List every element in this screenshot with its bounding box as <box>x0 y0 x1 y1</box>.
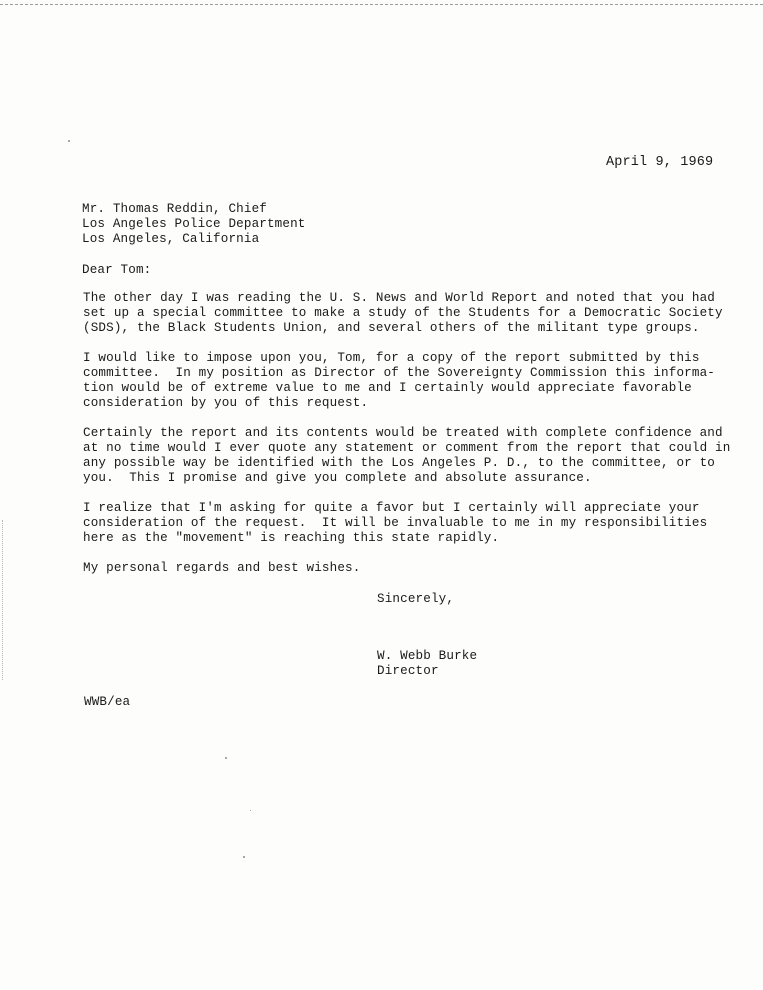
paragraph-line: tion would be of extreme value to me and I certainly would appreciate favorable <box>83 381 692 395</box>
signer-name: W. Webb Burke <box>377 649 478 663</box>
scan-speck <box>68 140 70 142</box>
paragraph-line: set up a special committee to make a study of the Students for a Democratic Society <box>83 306 723 320</box>
paragraph-line: Certainly the report and its contents would be treated with complete confidence and <box>83 426 723 440</box>
paragraph-line: consideration of the request. It will be invaluable to me in my responsibilities <box>83 516 708 530</box>
scan-speck <box>250 810 251 811</box>
reference-initials: WWB/ea <box>84 695 131 709</box>
closing: Sincerely, <box>377 592 455 606</box>
recipient-location-line: Los Angeles, California <box>82 232 260 246</box>
recipient-name-line: Mr. Thomas Reddin, Chief <box>82 202 267 216</box>
paragraph-line: consideration by you of this request. <box>83 396 369 410</box>
paragraph-line: (SDS), the Black Students Union, and several others of the militant type groups. <box>83 321 700 335</box>
recipient-organization-line: Los Angeles Police Department <box>82 217 306 231</box>
scan-speck <box>243 856 245 858</box>
salutation: Dear Tom: <box>82 263 152 277</box>
paragraph-line: any possible way be identified with the Los Angeles P. D., to the committee, or to <box>83 456 716 470</box>
scan-top-edge <box>0 4 763 5</box>
scan-left-edge <box>2 520 3 680</box>
paragraph-line: committee. In my position as Director of the Sovereignty Commission this informa- <box>83 366 716 380</box>
letter-date: April 9, 1969 <box>606 155 714 170</box>
paragraph-line: My personal regards and best wishes. <box>83 561 361 575</box>
signer-title: Director <box>377 664 439 678</box>
paragraph-line: The other day I was reading the U. S. News and World Report and noted that you had <box>83 291 716 305</box>
scan-speck <box>225 757 227 759</box>
paragraph-line: I would like to impose upon you, Tom, for a copy of the report submitted by this <box>83 351 700 365</box>
paragraph-line: at no time would I ever quote any statement or comment from the report that could in <box>83 441 731 455</box>
paragraph-line: I realize that I'm asking for quite a favor but I certainly will appreciate your <box>83 501 700 515</box>
paragraph-line: here as the "movement" is reaching this state rapidly. <box>83 531 500 545</box>
paragraph-line: you. This I promise and give you complete and absolute assurance. <box>83 471 592 485</box>
